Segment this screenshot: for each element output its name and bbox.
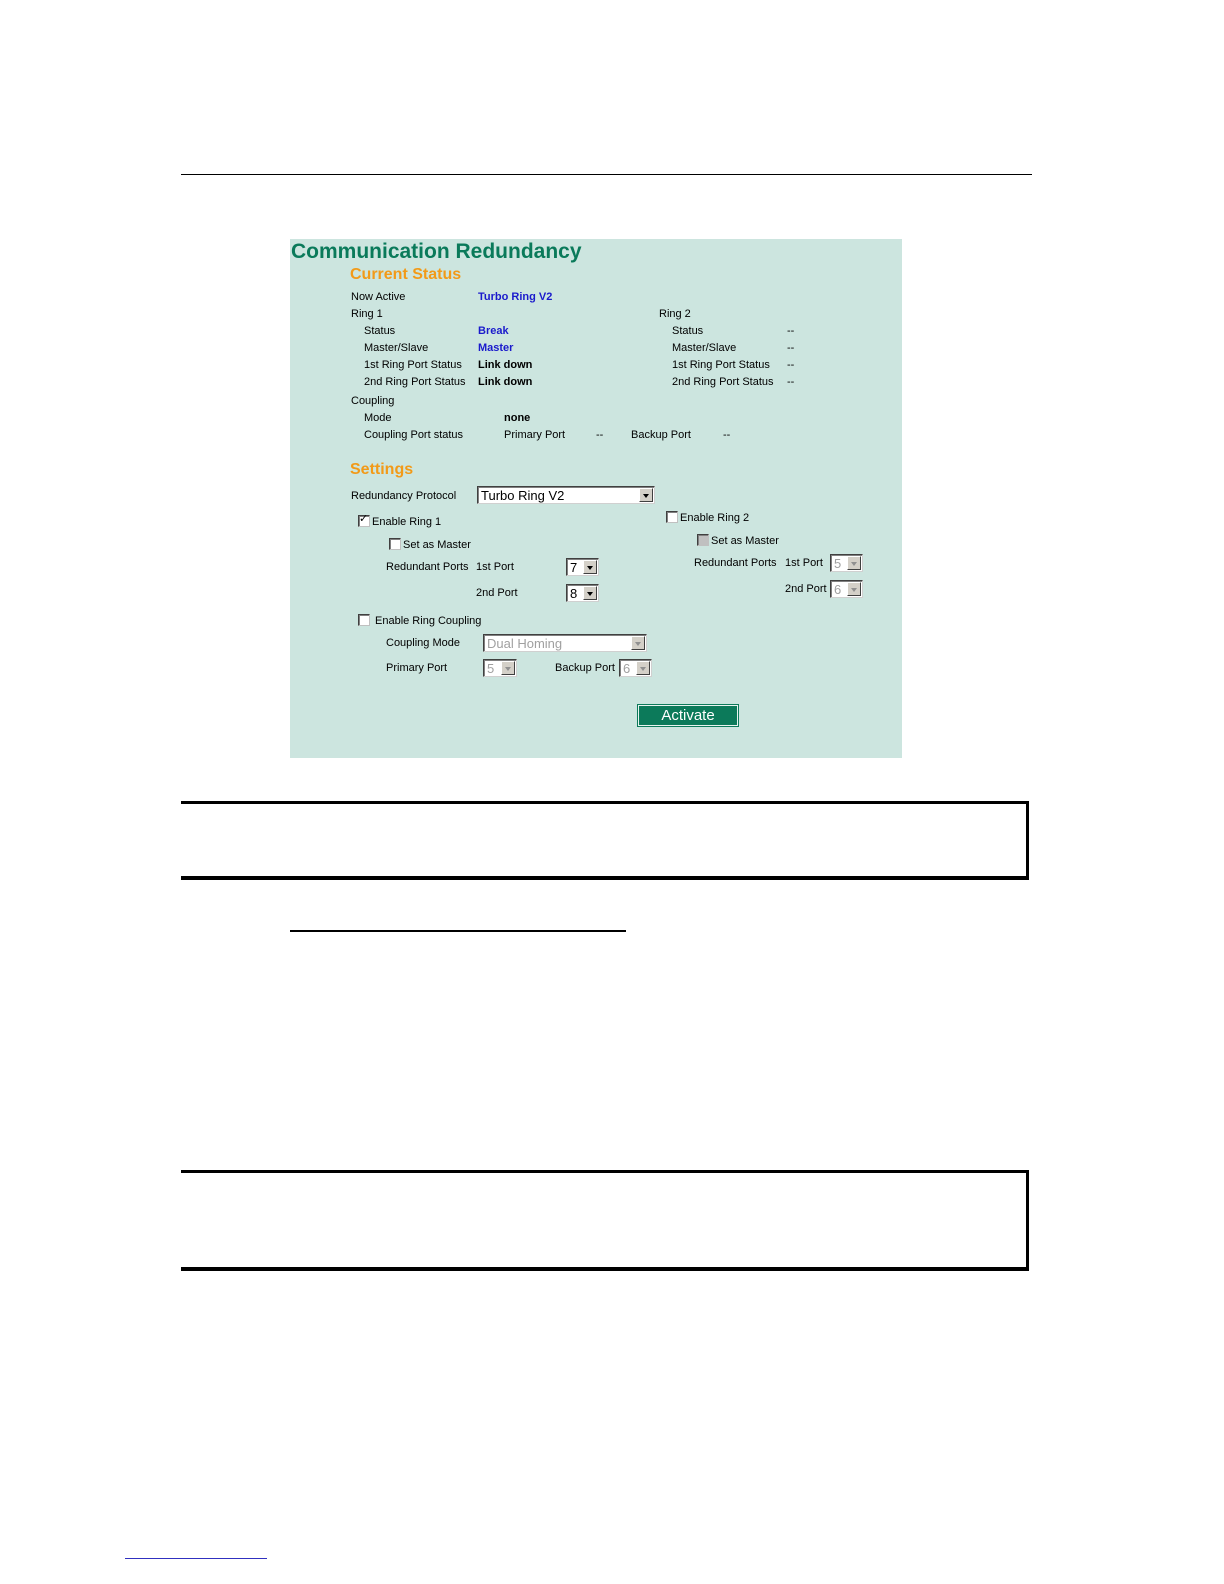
ring2-port2-value: --	[787, 376, 795, 388]
ring1-first-port-label: 1st Port	[476, 561, 514, 573]
ring2-status-text-label: Status	[672, 325, 704, 337]
current-status-heading: Current Status	[350, 266, 462, 283]
ring2-master-slave-value: --	[787, 342, 795, 354]
enable-ring1-label: Enable Ring 1	[372, 516, 442, 528]
ring2-second-port-value: 6	[834, 582, 842, 597]
activate-button[interactable]: Activate	[638, 705, 738, 726]
chevron-down-icon[interactable]	[583, 586, 597, 600]
enable-ring-coupling-label: Enable Ring Coupling	[375, 615, 482, 627]
ring1-status-text-label: Status	[364, 325, 396, 337]
ring2-master-slave-label: Master/Slave	[672, 342, 737, 354]
ring1-set-master-checkbox[interactable]	[389, 538, 401, 550]
ring2-set-master-label: Set as Master	[711, 535, 779, 547]
ring1-second-port-value: 8	[570, 586, 578, 601]
ring2-status-value: --	[787, 325, 795, 337]
coupling-primary-port-setting-label: Primary Port	[386, 662, 448, 674]
ring1-master-slave-value: Master	[478, 342, 514, 354]
now-active-value: Turbo Ring V2	[478, 291, 553, 303]
coupling-backup-port-select[interactable]	[619, 659, 652, 677]
note-box	[181, 1170, 1029, 1271]
ring1-port1-label: 1st Ring Port Status	[364, 359, 462, 371]
ring1-port1-value: Link down	[478, 359, 533, 371]
ring1-set-master-label: Set as Master	[403, 539, 471, 551]
coupling-mode-setting-label: Coupling Mode	[386, 637, 460, 649]
coupling-mode-value: none	[504, 412, 531, 424]
ring2-first-port-select[interactable]	[830, 554, 863, 572]
coupling-port-status-label: Coupling Port status	[364, 429, 464, 441]
chevron-down-icon[interactable]	[847, 582, 861, 596]
coupling-primary-port-value: --	[596, 429, 604, 441]
now-active-label: Now Active	[351, 291, 406, 303]
settings-heading: Settings	[350, 461, 414, 478]
page-header-rule	[181, 174, 1032, 175]
chevron-down-icon[interactable]	[583, 560, 597, 574]
enable-ring1-checkbox[interactable]	[358, 515, 370, 527]
ring1-second-port-select[interactable]	[566, 584, 599, 602]
chevron-down-icon[interactable]	[501, 661, 515, 675]
ring1-status-value: Break	[478, 325, 509, 337]
coupling-backup-port-value: --	[723, 429, 731, 441]
coupling-backup-port-setting-label: Backup Port	[555, 662, 615, 674]
coupling-primary-port-select[interactable]	[483, 659, 517, 677]
ring2-port1-value: --	[787, 359, 795, 371]
ring1-first-port-value: 7	[570, 560, 578, 575]
enable-ring2-checkbox[interactable]	[666, 511, 678, 523]
ring2-status-label: Ring 2	[659, 308, 691, 320]
enable-ring-coupling-checkbox[interactable]	[358, 614, 370, 626]
ring1-first-port-select[interactable]	[566, 558, 599, 576]
section-heading-rule	[290, 930, 626, 932]
enable-ring2-label: Enable Ring 2	[680, 512, 750, 524]
ring1-master-slave-label: Master/Slave	[364, 342, 429, 354]
coupling-mode-label: Mode	[364, 412, 392, 424]
ring1-port2-label: 2nd Ring Port Status	[364, 376, 466, 388]
ring1-second-port-label: 2nd Port	[476, 587, 518, 599]
ring2-second-port-select[interactable]	[830, 580, 863, 598]
chevron-down-icon[interactable]	[847, 556, 861, 570]
ring2-port2-label: 2nd Ring Port Status	[672, 376, 774, 388]
redundancy-protocol-select[interactable]	[477, 486, 655, 504]
coupling-mode-select-value: Dual Homing	[487, 636, 563, 651]
note-box	[181, 801, 1029, 880]
ring2-first-port-value: 5	[834, 556, 842, 571]
ring1-port2-value: Link down	[478, 376, 533, 388]
ring2-set-master-checkbox[interactable]	[697, 534, 709, 546]
checkmark-icon: ✓	[359, 513, 369, 525]
ring2-first-port-label: 1st Port	[785, 557, 823, 569]
ring2-redundant-ports-label: Redundant Ports	[694, 557, 777, 569]
chevron-down-icon[interactable]	[631, 636, 645, 650]
redundancy-protocol-label: Redundancy Protocol	[351, 490, 457, 502]
ring2-port1-label: 1st Ring Port Status	[672, 359, 770, 371]
ring2-second-port-label: 2nd Port	[785, 583, 827, 595]
redundancy-panel	[290, 239, 902, 758]
coupling-backup-port-label: Backup Port	[631, 429, 691, 441]
coupling-primary-port-select-value: 5	[487, 661, 495, 676]
coupling-backup-port-select-value: 6	[623, 661, 631, 676]
footer-link-rule	[125, 1558, 267, 1559]
coupling-status-label: Coupling	[351, 395, 395, 407]
coupling-mode-select[interactable]	[483, 634, 647, 652]
page-title: Communication Redundancy	[291, 240, 582, 263]
ring1-status-label: Ring 1	[351, 308, 383, 320]
ring1-redundant-ports-label: Redundant Ports	[386, 561, 469, 573]
chevron-down-icon[interactable]	[636, 661, 650, 675]
coupling-primary-port-label: Primary Port	[504, 429, 566, 441]
chevron-down-icon[interactable]	[639, 488, 653, 502]
redundancy-protocol-value: Turbo Ring V2	[481, 488, 565, 503]
